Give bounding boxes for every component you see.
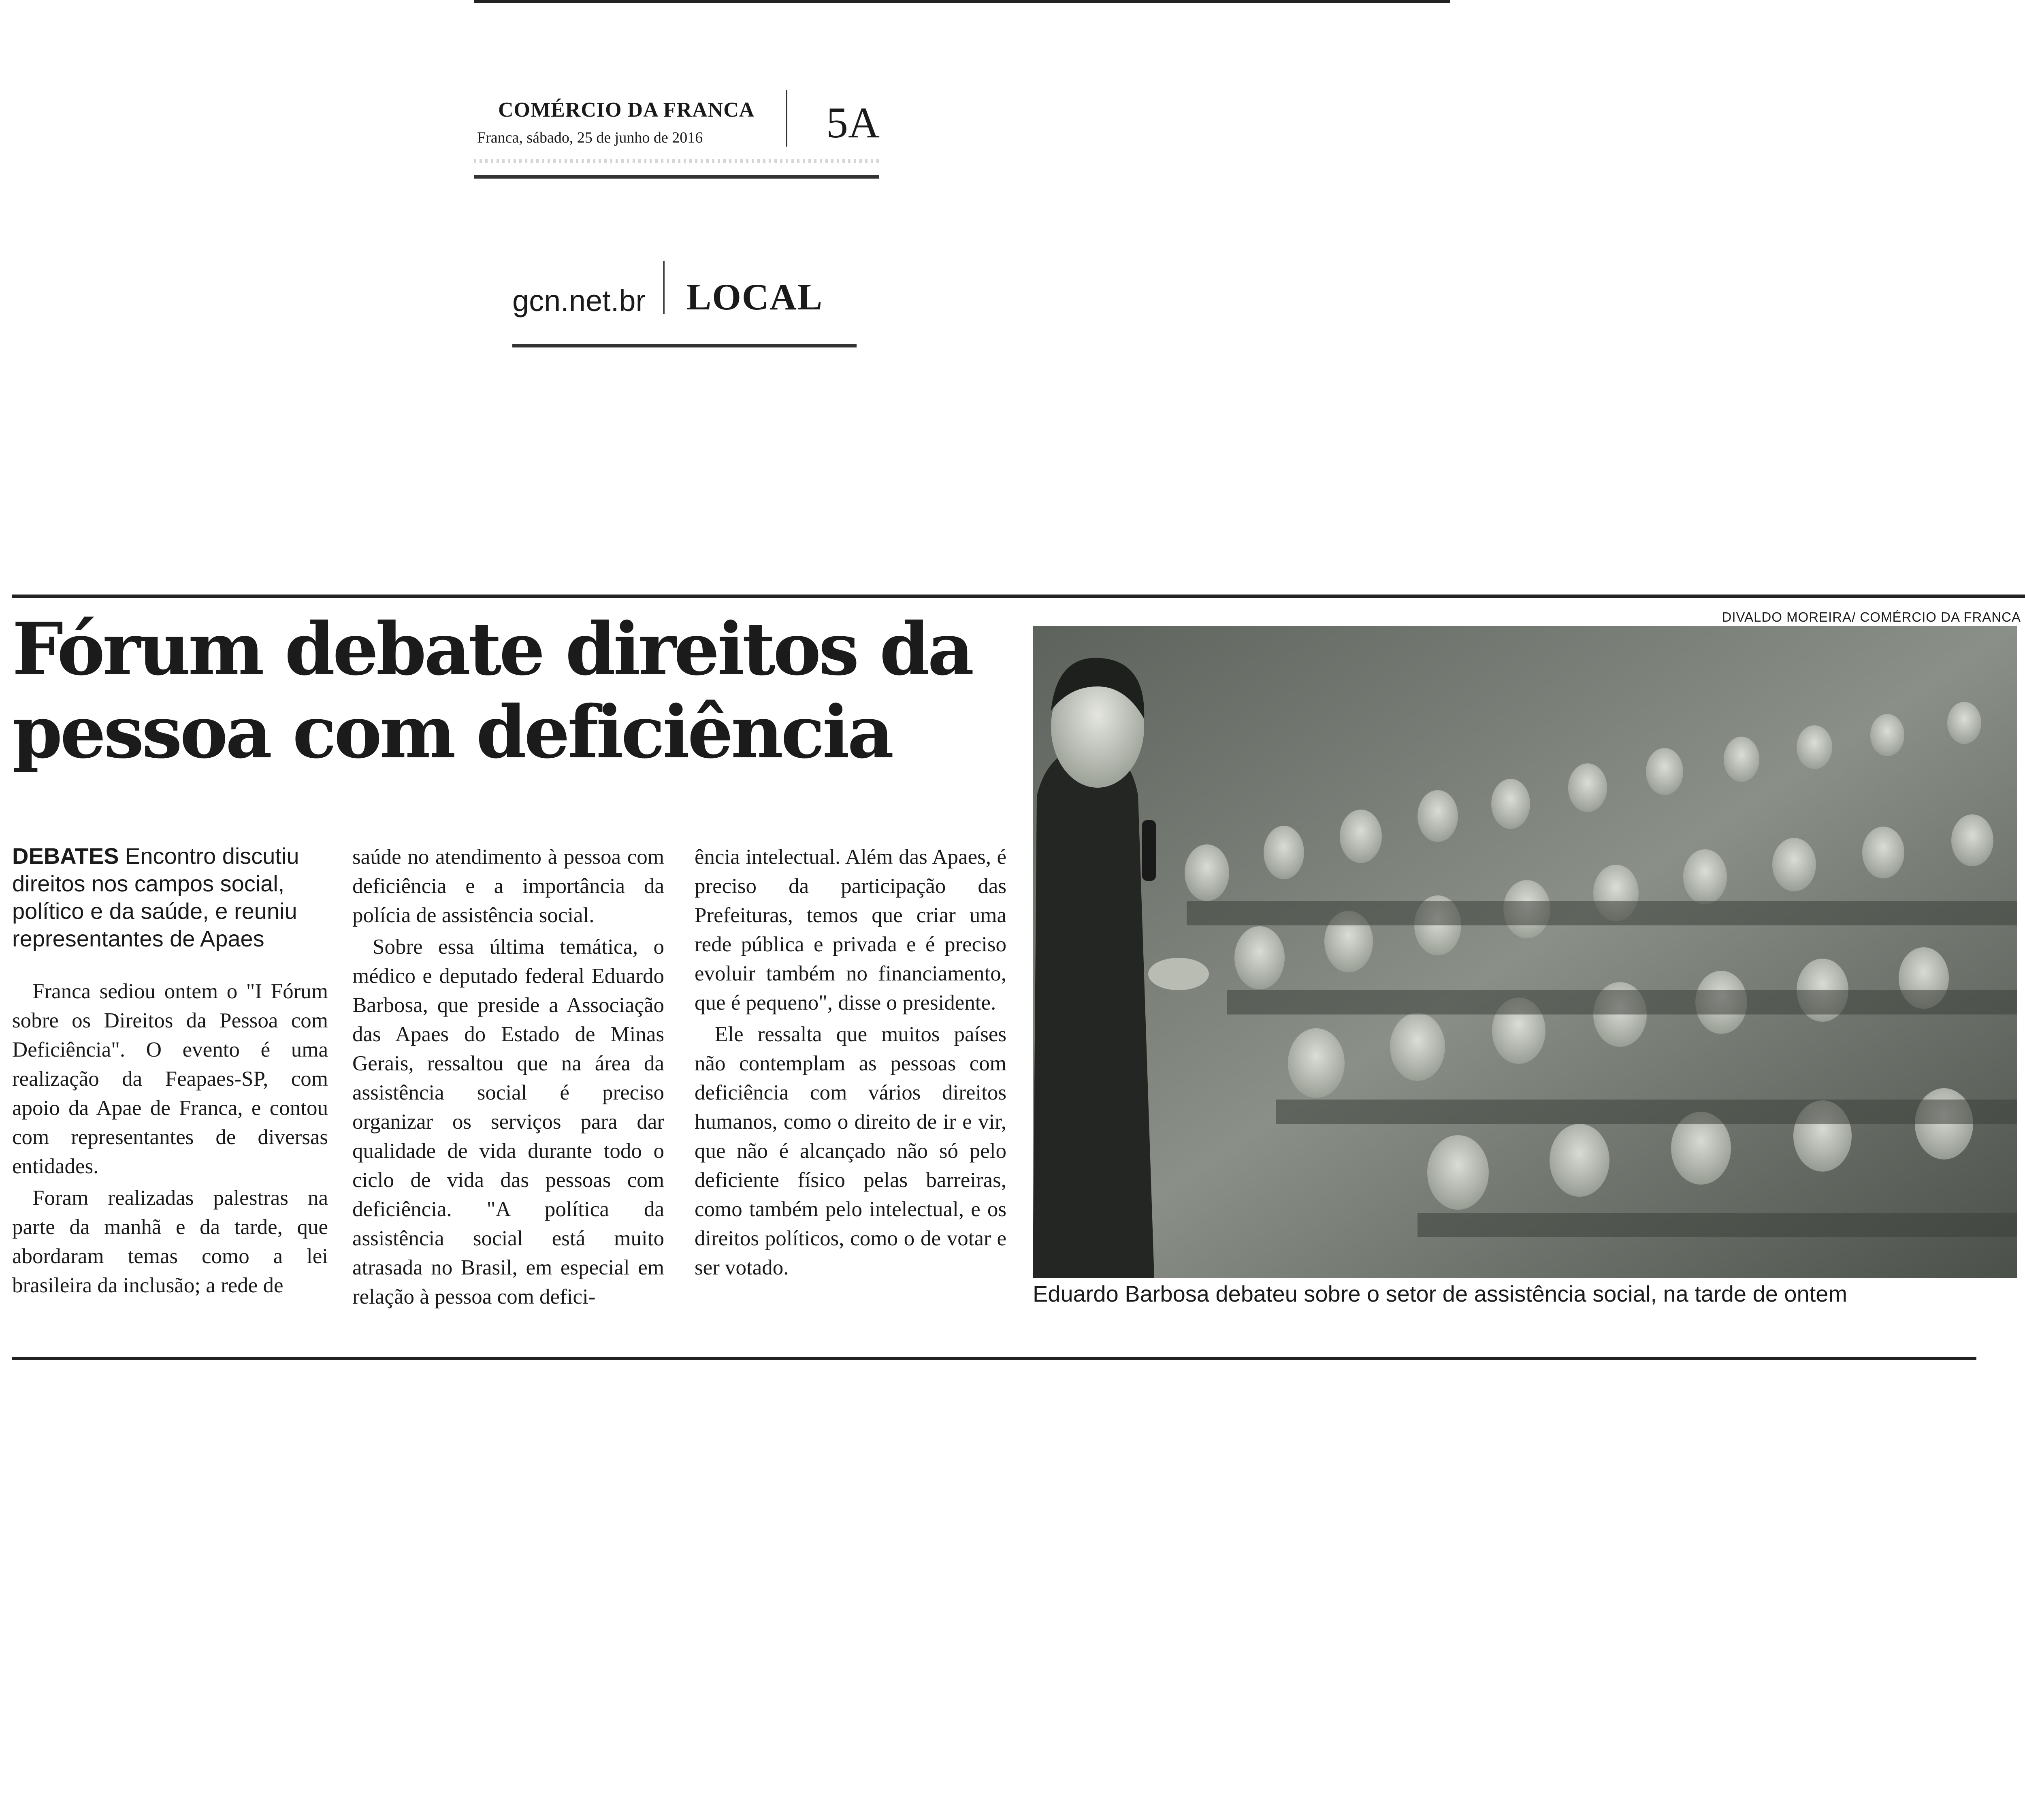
paragraph: Ele ressalta que muitos países não contemplam as pessoas com deficiência com vários direitos humanos, como o direito de ir e vir, que não é alcançado não só pelo deficiente físico pelas barreiras, como também pelo intelectual, e os direitos políticos, como o de votar e ser votado. xyxy=(695,1023,1006,1279)
masthead xyxy=(474,90,879,191)
article-column-2 xyxy=(352,842,664,1311)
section-header xyxy=(512,259,857,352)
site-url: gcn.net.br xyxy=(512,284,646,318)
paragraph: Sobre essa última temática, o médico e deputado federal Eduardo Barbosa, que preside a Associação das Apaes do Estado de Minas Gerais, ressaltou que na área da assistência social é preciso organizar os serviços para dar qualidade de vida durante todo o ciclo de vida das pessoas com deficiência. "A política da assistência social está muito atrasada no Brasil, em especial em relação à pessoa com defici- xyxy=(352,935,664,1309)
paragraph: ência intelectual. Além das Apaes, é preciso da participação das Prefeituras, temos que criar uma rede pública e privada e é preciso evoluir também no financiamento, que é pequeno", disse o presidente. xyxy=(695,845,1006,1014)
paragraph: Franca sediou ontem o "I Fórum sobre os Direitos da Pessoa com Deficiência". O evento é uma realização da Feapaes-SP, com apoio da Apae de Franca, e contou com representantes de diversas entidades. xyxy=(12,980,328,1178)
headline: Fórum debate direitos da pessoa com deficiência xyxy=(12,607,972,774)
section-name: LOCAL xyxy=(686,276,823,318)
paragraph: saúde no atendimento à pessoa com deficiência e a importância da polícia de assistência social. xyxy=(352,845,664,927)
masthead-divider xyxy=(786,90,787,147)
paragraph: Foram realizadas palestras na parte da manhã e da tarde, que abordaram temas como a lei brasileira da inclusão; a rede de xyxy=(12,1186,328,1297)
article-bottom-rule xyxy=(12,1357,1976,1360)
article-top-rule xyxy=(12,595,2025,598)
photo-caption: Eduardo Barbosa debateu sobre o setor de assistência social, na tarde de ontem xyxy=(1033,1281,1848,1306)
section-divider xyxy=(663,261,665,314)
section-rule xyxy=(512,344,857,347)
deck xyxy=(12,842,328,953)
edition-date: Franca, sábado, 25 de junho de 2016 xyxy=(477,129,703,146)
article-column-3 xyxy=(695,842,1006,1282)
masthead-dotted-rule xyxy=(474,159,879,163)
article-column-1 xyxy=(12,842,328,1300)
masthead-rule xyxy=(474,175,879,179)
page-number: 5A xyxy=(826,99,880,147)
deck-text: Encontro discutiu direitos nos campos social, político e da saúde, e reuniu representantes de Apaes xyxy=(12,843,299,951)
top-rule xyxy=(474,0,1450,3)
deck-kicker: DEBATES xyxy=(12,843,119,869)
microphone xyxy=(1142,820,1156,881)
article-photo xyxy=(1033,626,2017,1278)
paper-name: COMÉRCIO DA FRANCA xyxy=(498,98,755,121)
photo-credit: DIVALDO MOREIRA/ COMÉRCIO DA FRANCA xyxy=(1722,610,2021,624)
photo-background xyxy=(1033,626,2017,1278)
